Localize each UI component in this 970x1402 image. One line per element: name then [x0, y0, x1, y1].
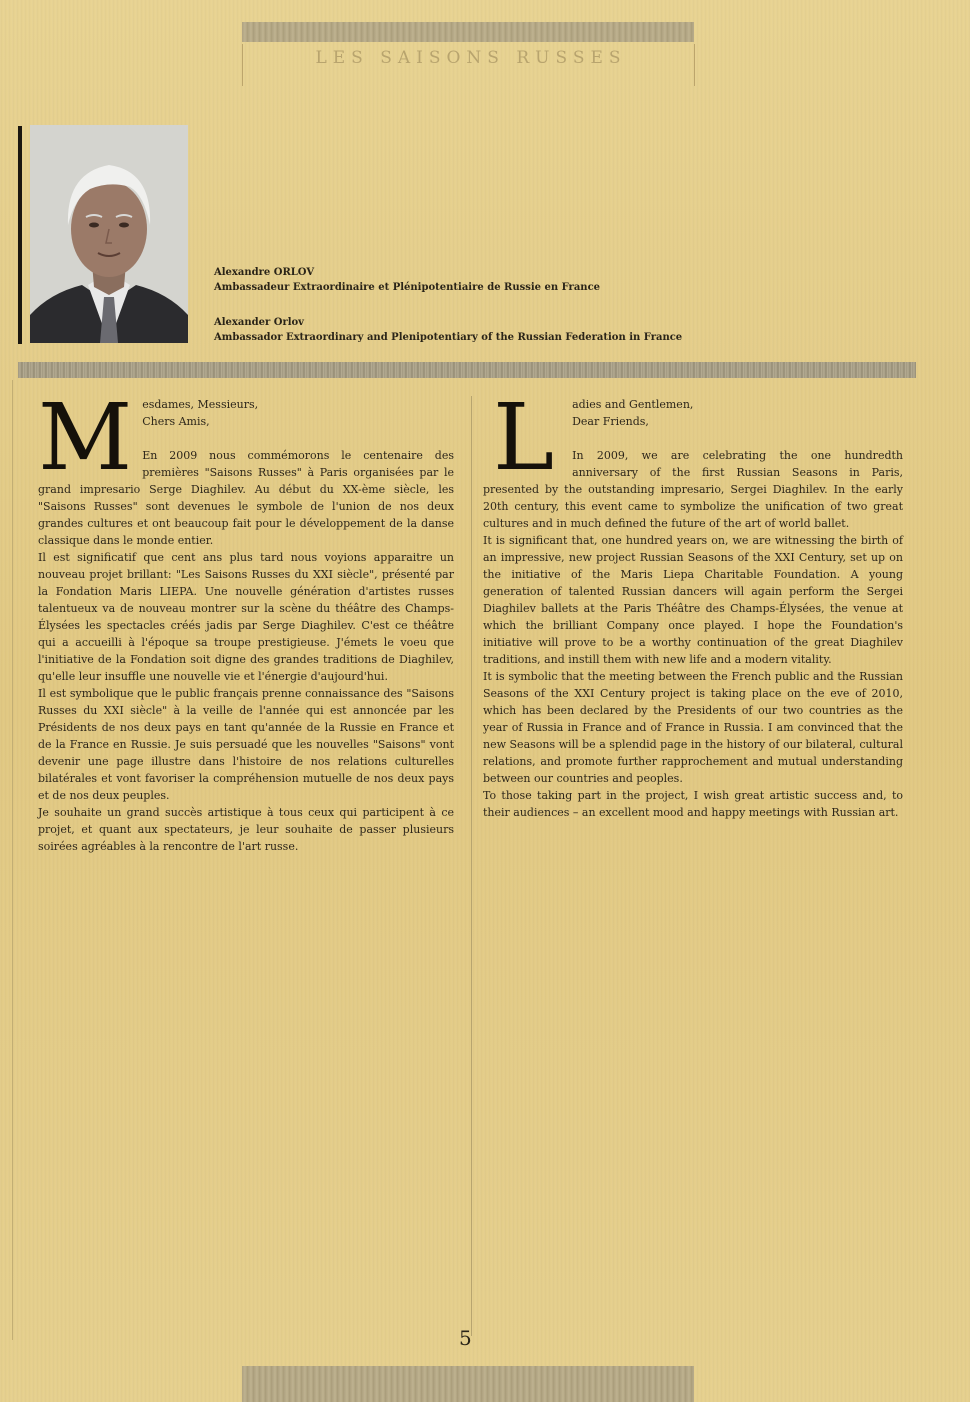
section-divider-band: [18, 362, 916, 378]
caption-english: [214, 315, 682, 345]
column-divider-rule: [471, 396, 472, 1336]
caption-en-name: Alexander Orlov: [214, 317, 304, 328]
french-paragraph-2: Il est significatif que cent ans plus tard nous voyions apparaitre un nouveau projet brillant: "Les Saisons Russes du XXI siècle", présenté par la Fondation Maris LIEPA. Une nouvelle génération d'artistes russes talentueux va de nouveau montrer sur la scène du théâtre des Champs-Élysées les spectacles créés jadis par Serge Diaghilev. C'est ce théâtre qui a accueilli à l'époque sa troupe prestigieuse. J'émets le voeu que l'initiative de la Fondation soit digne des grandes traditions de Diaghilev, qu'elle leur insuffle une nouvelle vie et l'énergie d'aujourd'hui.: [38, 551, 454, 683]
french-greeting-1: esdames, Messieurs,: [142, 398, 259, 411]
english-paragraph-1: In 2009, we are celebrating the one hundredth anniversary of the first Russian Seasons in Paris, presented by the outstanding impresario, Sergei Diaghilev. In the early 20th century, this event came to symbolize the unification of two great cultures and in much defined the future of the art of world ballet.: [483, 449, 903, 530]
english-dropcap: L: [493, 384, 555, 491]
english-greeting-1: adies and Gentlemen,: [572, 398, 694, 411]
english-paragraph-2: It is significant that, one hundred years on, we are witnessing the birth of an impressive, new project Russian Seasons of the XXI Century, set up on the initiative of the Maris Liepa Charitable Foundation. A young generation of talented Russian dancers will again perform the Sergei Diaghilev ballets at the Paris Théâtre des Champs-Élysées, the venue at which the brilliant Company once played. I hope the Foundation's initiative will prove to be a worthy continuation of the great Diaghilev traditions, and instill them with new life and a modern vitality.: [483, 534, 903, 666]
caption-en-title: Ambassador Extraordinary and Plenipotentiary of the Russian Federation in France: [214, 332, 683, 343]
english-paragraph-3: It is symbolic that the meeting between the French public and the Russian Seasons of the XXI Century project is taking place on the eve of 2010, which has been declared by the Presidents of our two countries as the year of Russia in France and of France in Russia. I am convinced that the new Seasons will be a splendid page in the history of our bilateral, cultural relations, and promote further rapprochement and mutual understanding between our countries and peoples.: [483, 670, 903, 785]
french-greeting-2: Chers Amis,: [142, 415, 210, 428]
photo-accent-bar: [18, 126, 22, 344]
french-paragraph-1: En 2009 nous commémorons le centenaire des premières "Saisons Russes" à Paris organisées par le grand impresario Serge Diaghilev. Au début du XX-ème siècle, les "Saisons Russes" sont devenues le symbole de l'union de nos deux grandes cultures et ont beaucoup fait pour le développement de la danse classique dans le monde entier.: [38, 449, 454, 547]
french-letter-column: [38, 384, 454, 855]
french-dropcap: M: [38, 384, 133, 491]
french-paragraph-3: Il est symbolique que le public français prenne connaissance des "Saisons Russes du XXI siècle" à la veille de l'année qui est annoncée par les Présidents de nos deux pays en tant qu'année de la Russie en France et de la France en Russie. Je suis persuadé que les nouvelles "Saisons" vont devenir une page illustre dans l'histoire de nos relations culturelles bilatérales et vont favoriser la compréhension mutuelle de nos deux pays et de nos deux peuples.: [38, 687, 454, 802]
caption-fr-title: Ambassadeur Extraordinaire et Plénipotentiaire de Russie en France: [214, 282, 601, 293]
top-decor-band: [242, 22, 694, 42]
caption-french: [214, 265, 600, 295]
english-greeting-2: Dear Friends,: [572, 415, 649, 428]
left-margin-rule: [12, 380, 13, 1340]
french-paragraph-4: Je souhaite un grand succès artistique à tous ceux qui participent à ce projet, et quant aux spectateurs, je leur souhaite de passer plusieurs soirées agréables à la rencontre de l'art russe.: [38, 806, 454, 853]
running-header: LES SAISONS RUSSES: [315, 48, 627, 68]
english-letter-column: [483, 384, 903, 821]
caption-fr-name: Alexandre ORLOV: [214, 267, 315, 278]
portrait-photo: [30, 125, 188, 343]
bottom-decor-band: [242, 1366, 694, 1402]
page-number: 5: [459, 1326, 472, 1350]
english-paragraph-4: To those taking part in the project, I wish great artistic success and, to their audiences – an excellent mood and happy meetings with Russian art.: [483, 789, 903, 819]
